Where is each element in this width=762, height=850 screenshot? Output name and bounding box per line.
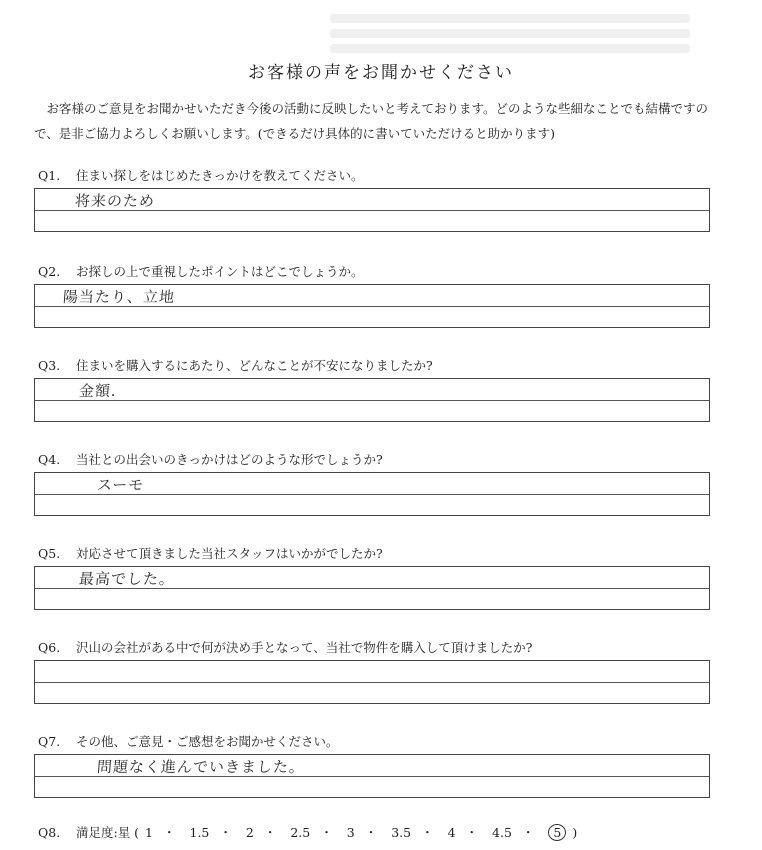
question-3 <box>38 356 433 374</box>
rating-option-3[interactable]: 3 <box>346 825 355 840</box>
answer-box-1[interactable] <box>34 188 710 232</box>
question-7 <box>38 732 339 750</box>
rating-option-5-selected[interactable]: 5 <box>548 824 566 841</box>
answer-3-handwriting: 金額. <box>78 382 118 400</box>
question-5 <box>38 544 383 562</box>
answer-5-handwriting: 最高でした。 <box>78 570 176 588</box>
answer-7-handwriting: 問題なく進んでいきました。 <box>96 758 306 776</box>
question-6-text: 沢山の会社がある中で何が決め手となって、当社で物件を購入して頂けましたか? <box>76 640 533 655</box>
question-2-number: Q2. <box>38 264 61 279</box>
question-6 <box>38 638 532 656</box>
rating-number: Q8. <box>38 825 61 840</box>
question-7-text: その他、ご意見・ご感想をお聞かせください。 <box>76 734 339 749</box>
answer-2-handwriting: 陽当たり、立地 <box>62 288 176 306</box>
question-6-number: Q6. <box>38 640 61 655</box>
ruled-line <box>35 400 709 401</box>
question-4 <box>38 450 383 468</box>
rating-option-1-5[interactable]: 1.5 <box>189 825 210 840</box>
answer-4-handwriting: スーモ <box>96 476 145 494</box>
answer-box-7[interactable] <box>34 754 710 798</box>
answer-box-2[interactable] <box>34 284 710 328</box>
question-5-number: Q5. <box>38 546 61 561</box>
rating-option-2-5[interactable]: 2.5 <box>290 825 311 840</box>
question-4-text: 当社との出会いのきっかけはどのような形でしょうか? <box>76 452 383 467</box>
question-7-number: Q7. <box>38 734 61 749</box>
question-4-number: Q4. <box>38 452 61 467</box>
answer-box-3[interactable] <box>34 378 710 422</box>
rating-row: Q8. 満足度:星 ( 1 ・ 1.5 ・ 2 ・ 2.5 ・ 3 ・ 3.5 ・ 4 ・ 4.5 ・ 5 ) <box>38 825 578 840</box>
rating-label: 満足度:星 ( <box>76 825 140 840</box>
page-title: お客様の声をお聞かせください <box>248 63 514 83</box>
question-3-text: 住まいを購入するにあたり、どんなことが不安になりましたか? <box>76 358 433 373</box>
question-3-number: Q3. <box>38 358 61 373</box>
intro-text: お客様のご意見をお聞かせいただき今後の活動に反映したいと考えております。どのような些細なことでも結構ですので、是非ご協力よろしくお願いします。(できるだけ具体的に書いていただけると助かります) <box>34 101 709 141</box>
question-5-text: 対応させて頂きました当社スタッフはいかがでしたか? <box>76 546 383 561</box>
rating-option-1[interactable]: 1 <box>145 825 153 840</box>
question-1 <box>38 166 364 184</box>
question-1-number: Q1. <box>38 168 61 183</box>
question-1-text: 住まい探しをはじめたきっかけを教えてください。 <box>76 168 364 183</box>
rating-close-paren: ) <box>572 825 578 840</box>
answer-box-6[interactable] <box>34 660 710 704</box>
question-2-text: お探しの上で重視したポイントはどこでしょうか。 <box>76 264 364 279</box>
rating-option-2[interactable]: 2 <box>245 825 254 840</box>
answer-box-4[interactable] <box>34 472 710 516</box>
ruled-line <box>35 682 709 683</box>
rating-option-4[interactable]: 4 <box>447 825 456 840</box>
rating-option-3-5[interactable]: 3.5 <box>391 825 412 840</box>
rating-option-4-5[interactable]: 4.5 <box>492 825 512 840</box>
question-2 <box>38 262 364 280</box>
answer-box-5[interactable] <box>34 566 710 610</box>
answer-1-handwriting: 将来のため <box>74 192 156 210</box>
